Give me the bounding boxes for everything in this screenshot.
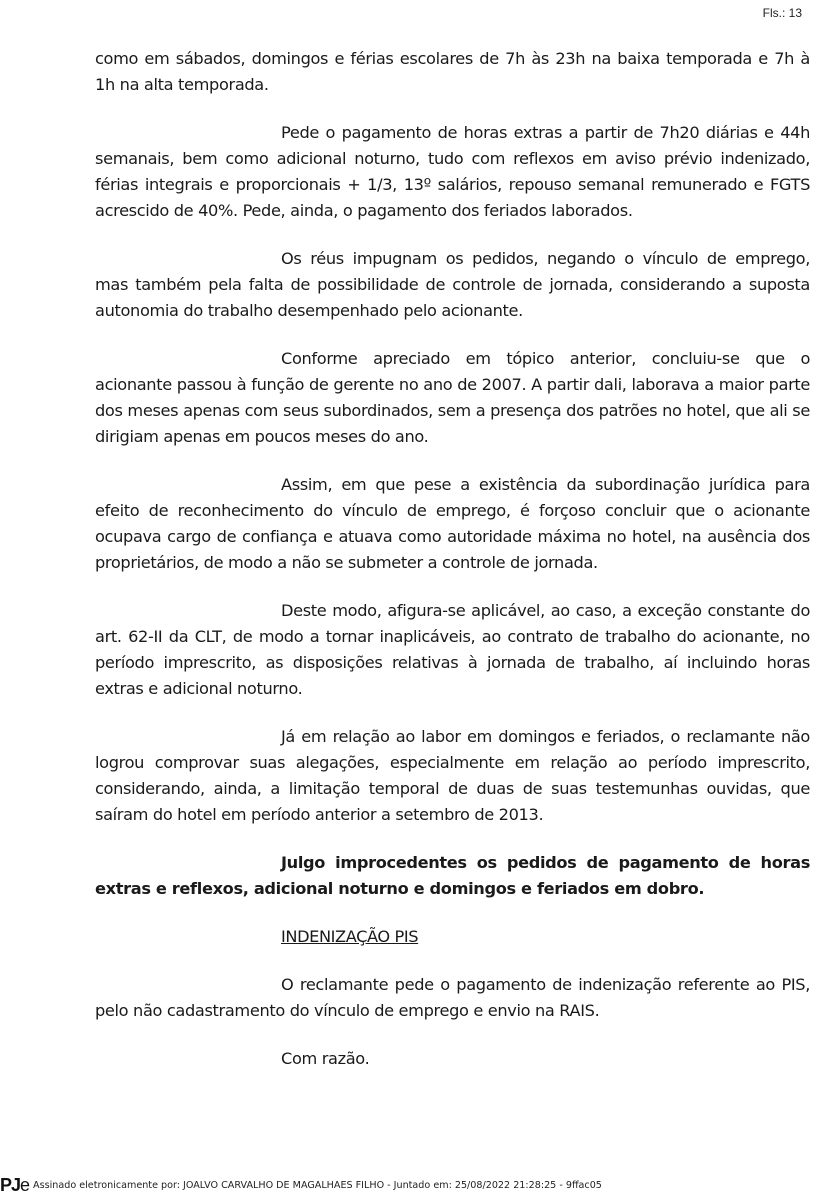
- paragraph: Conforme apreciado em tópico anterior, concluiu-se que o acionante passou à função de gerente no ano de 2007. A partir dali, laborava a maior parte dos meses apenas com seus subordinados, sem a presença dos patrões no hotel, que ali se dirigiam apenas em poucos meses do ano.: [95, 349, 810, 446]
- paragraph: Já em relação ao labor em domingos e feriados, o reclamante não logrou comprovar suas alegações, especialmente em relação ao período imprescrito, considerando, ainda, a limitação temporal de duas de suas testemunhas ouvidas, que saíram do hotel em período anterior a setembro de 2013.: [95, 727, 810, 824]
- section-heading: INDENIZAÇÃO PIS: [281, 927, 419, 946]
- paragraph: Os réus impugnam os pedidos, negando o vínculo de emprego, mas também pela falta de possibilidade de controle de jornada, considerando a suposta autonomia do trabalho desempenhado pelo acionante.: [95, 249, 810, 320]
- paragraph: Deste modo, afigura-se aplicável, ao caso, a exceção constante do art. 62-II da CLT, de modo a tornar inaplicáveis, ao contrato de trabalho do acionante, no período imprescrito, as disposições relativas à jornada de trabalho, aí incluindo horas extras e adicional noturno.: [95, 601, 810, 698]
- signature-footer: [0, 1176, 602, 1194]
- paragraph: Assim, em que pese a existência da subordinação jurídica para efeito de reconhecimento do vínculo de emprego, é forçoso concluir que o acionante ocupava cargo de confiança e atuava como autoridade máxima no hotel, na ausência dos proprietários, de modo a não se submeter a controle de jornada.: [95, 475, 810, 572]
- signature-text: Assinado eletronicamente por: JOALVO CARVALHO DE MAGALHAES FILHO - Juntado em: 25/08/2022 21:28:25 - 9ffac05: [33, 1179, 602, 1191]
- document-body: [95, 46, 810, 1094]
- paragraph: como em sábados, domingos e férias escolares de 7h às 23h na baixa temporada e 7h à 1h na alta temporada.: [95, 49, 810, 94]
- verdict-paragraph: Julgo improcedentes os pedidos de pagamento de horas extras e reflexos, adicional noturno e domingos e feriados em dobro.: [95, 853, 810, 898]
- paragraph: Pede o pagamento de horas extras a partir de 7h20 diárias e 44h semanais, bem como adicional noturno, tudo com reflexos em aviso prévio indenizado, férias integrais e proporcionais + 1/3, 13º salários, repouso semanal remunerado e FGTS acrescido de 40%. Pede, ainda, o pagamento dos feriados laborados.: [95, 123, 810, 220]
- paragraph: Com razão.: [281, 1049, 370, 1068]
- page-number: Fls.: 13: [762, 6, 802, 20]
- paragraph: O reclamante pede o pagamento de indenização referente ao PIS, pelo não cadastramento do vínculo de emprego e envio na RAIS.: [95, 975, 810, 1020]
- pje-logo: PJe: [0, 1175, 30, 1195]
